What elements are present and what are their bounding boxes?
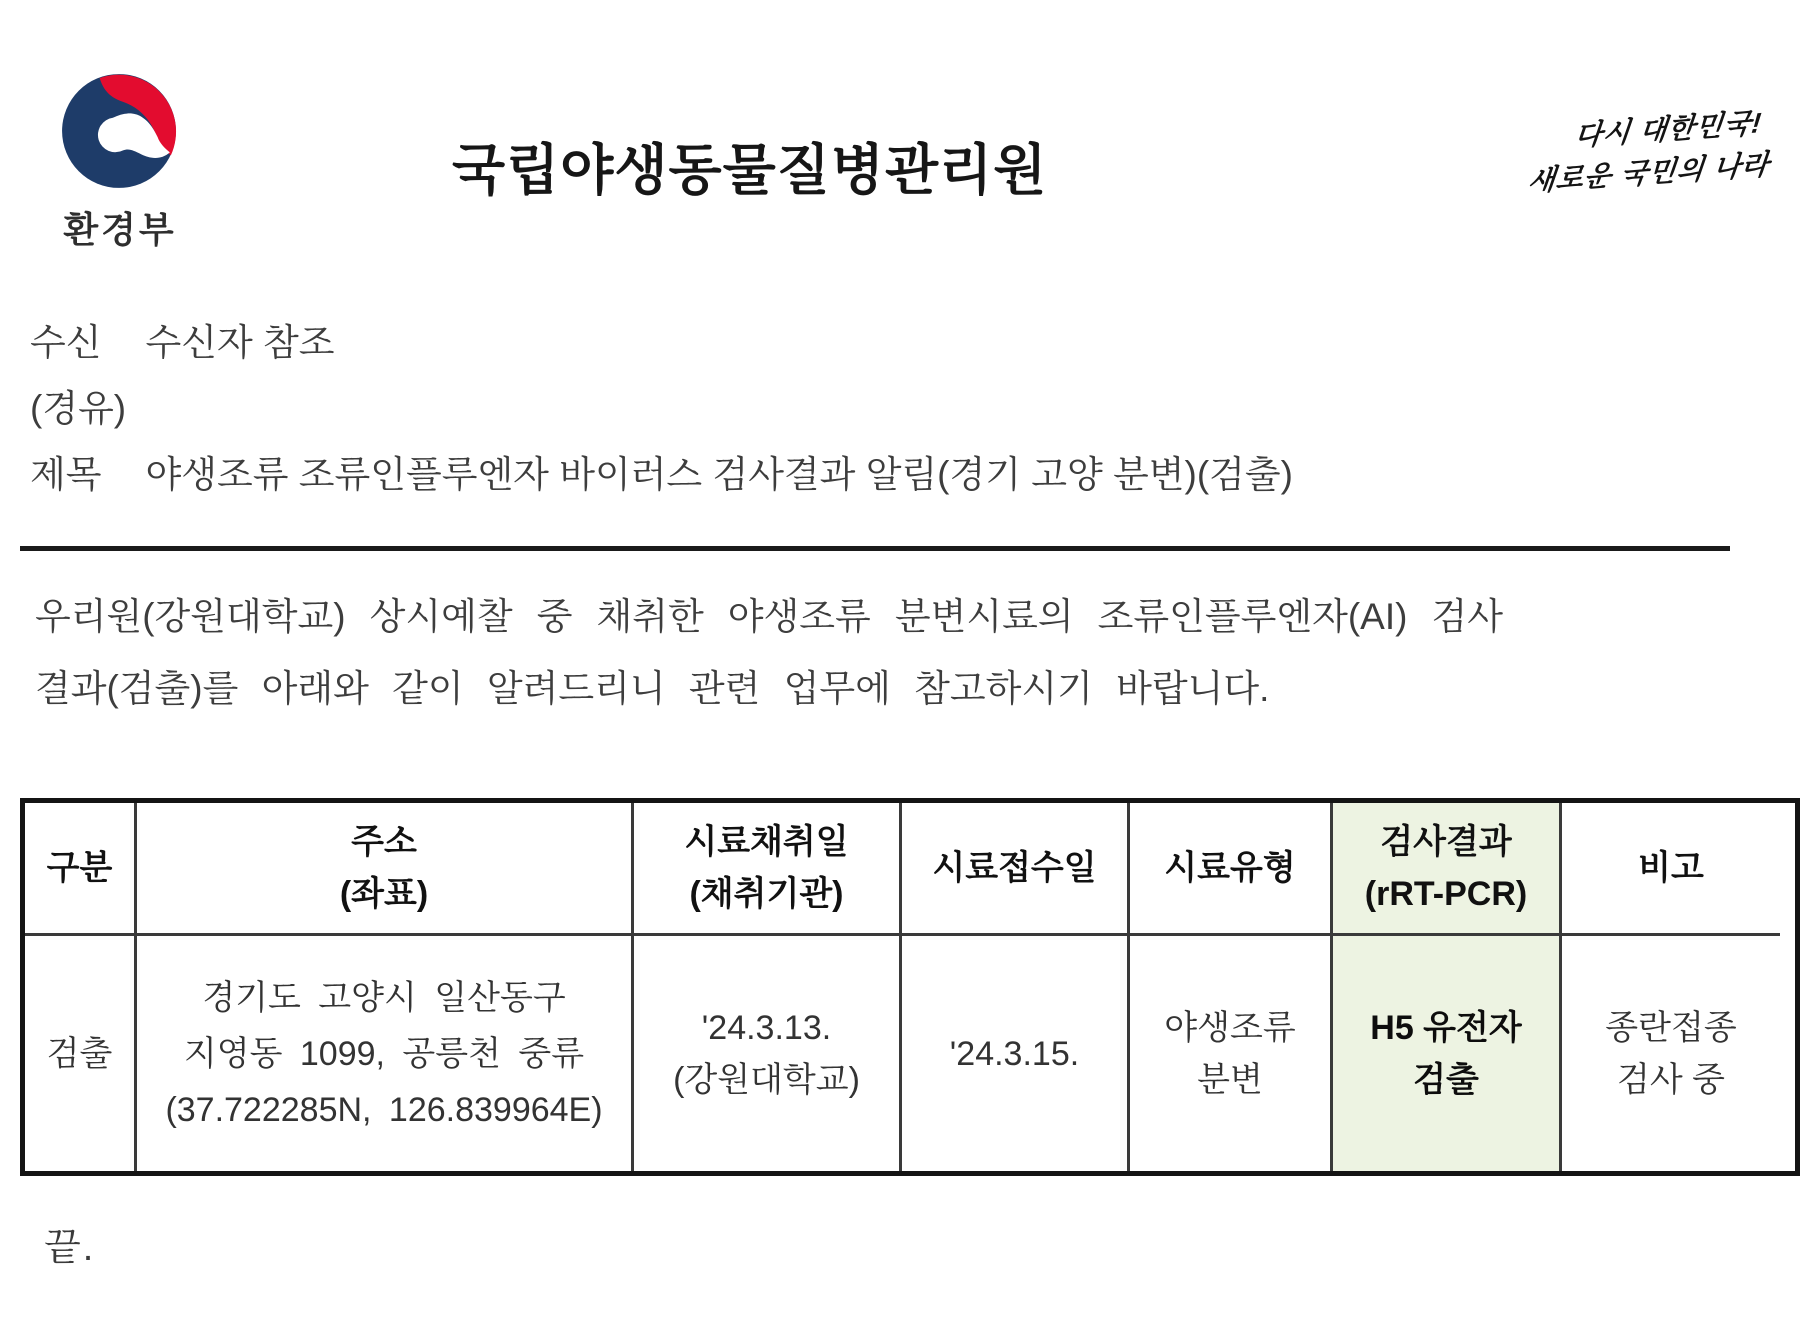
subject-value: 야생조류 조류인플루엔자 바이러스 검사결과 알림(경기 고양 분변)(검출)	[145, 454, 1293, 495]
agency-title: 국립야생동물질병관리원	[452, 139, 1048, 201]
header-cell-receipt-date: 시료접수일	[902, 803, 1130, 936]
row-cell-category: 검출	[25, 936, 137, 1171]
test-results-table	[20, 798, 1800, 1176]
recipient-line	[30, 312, 334, 366]
korea-government-taegeuk-logo-icon	[58, 66, 180, 196]
slogan-line-1: 다시 대한민국!	[1573, 107, 1764, 152]
ministry-name: 환경부	[63, 209, 177, 250]
slogan-line-2: 새로운 국민의 나라	[1526, 148, 1772, 197]
header-cell-sample-type: 시료유형	[1130, 803, 1333, 936]
recipient-label: 수신	[30, 322, 102, 363]
subject-divider-rule	[20, 546, 1730, 551]
row-cell-address: 경기도 고양시 일산동구 지영동 1099, 공릉천 중류 (37.722285N, 126.839964E)	[137, 936, 634, 1171]
row-cell-remarks: 종란접종 검사 중	[1605, 1008, 1737, 1099]
closing-text: 끝.	[44, 1227, 96, 1269]
body-paragraph-line-2: 결과(검출)를 아래와 같이 알려드리니 관련 업무에 참고하시기 바랍니다.	[35, 668, 1270, 709]
header-cell-category: 구분	[25, 803, 137, 936]
recipient-value: 수신자 참조	[145, 322, 335, 363]
row-cell-collection-date: '24.3.13. (강원대학교)	[634, 936, 902, 1171]
header-cell-test-result: 검사결과 (rRT-PCR)	[1333, 803, 1562, 936]
row-cell-sample-type: 야생조류 분변	[1130, 936, 1333, 1171]
subject-label: 제목	[30, 454, 102, 495]
header-cell-address: 주소 (좌표)	[137, 803, 634, 936]
header-cell-collection-date: 시료채취일 (채취기관)	[634, 803, 902, 936]
via-line: (경유)	[30, 388, 127, 429]
row-cell-test-result: H5 유전자 검출	[1333, 936, 1562, 1171]
body-paragraph-line-1: 우리원(강원대학교) 상시예찰 중 채취한 야생조류 분변시료의 조류인플루엔자(AI) 검사	[35, 596, 1503, 637]
header-cell-remarks: 비고	[1562, 803, 1780, 936]
government-slogan-calligraphy	[1468, 101, 1776, 207]
row-cell-receipt-date: '24.3.15.	[902, 936, 1130, 1171]
subject-line	[30, 444, 1293, 498]
